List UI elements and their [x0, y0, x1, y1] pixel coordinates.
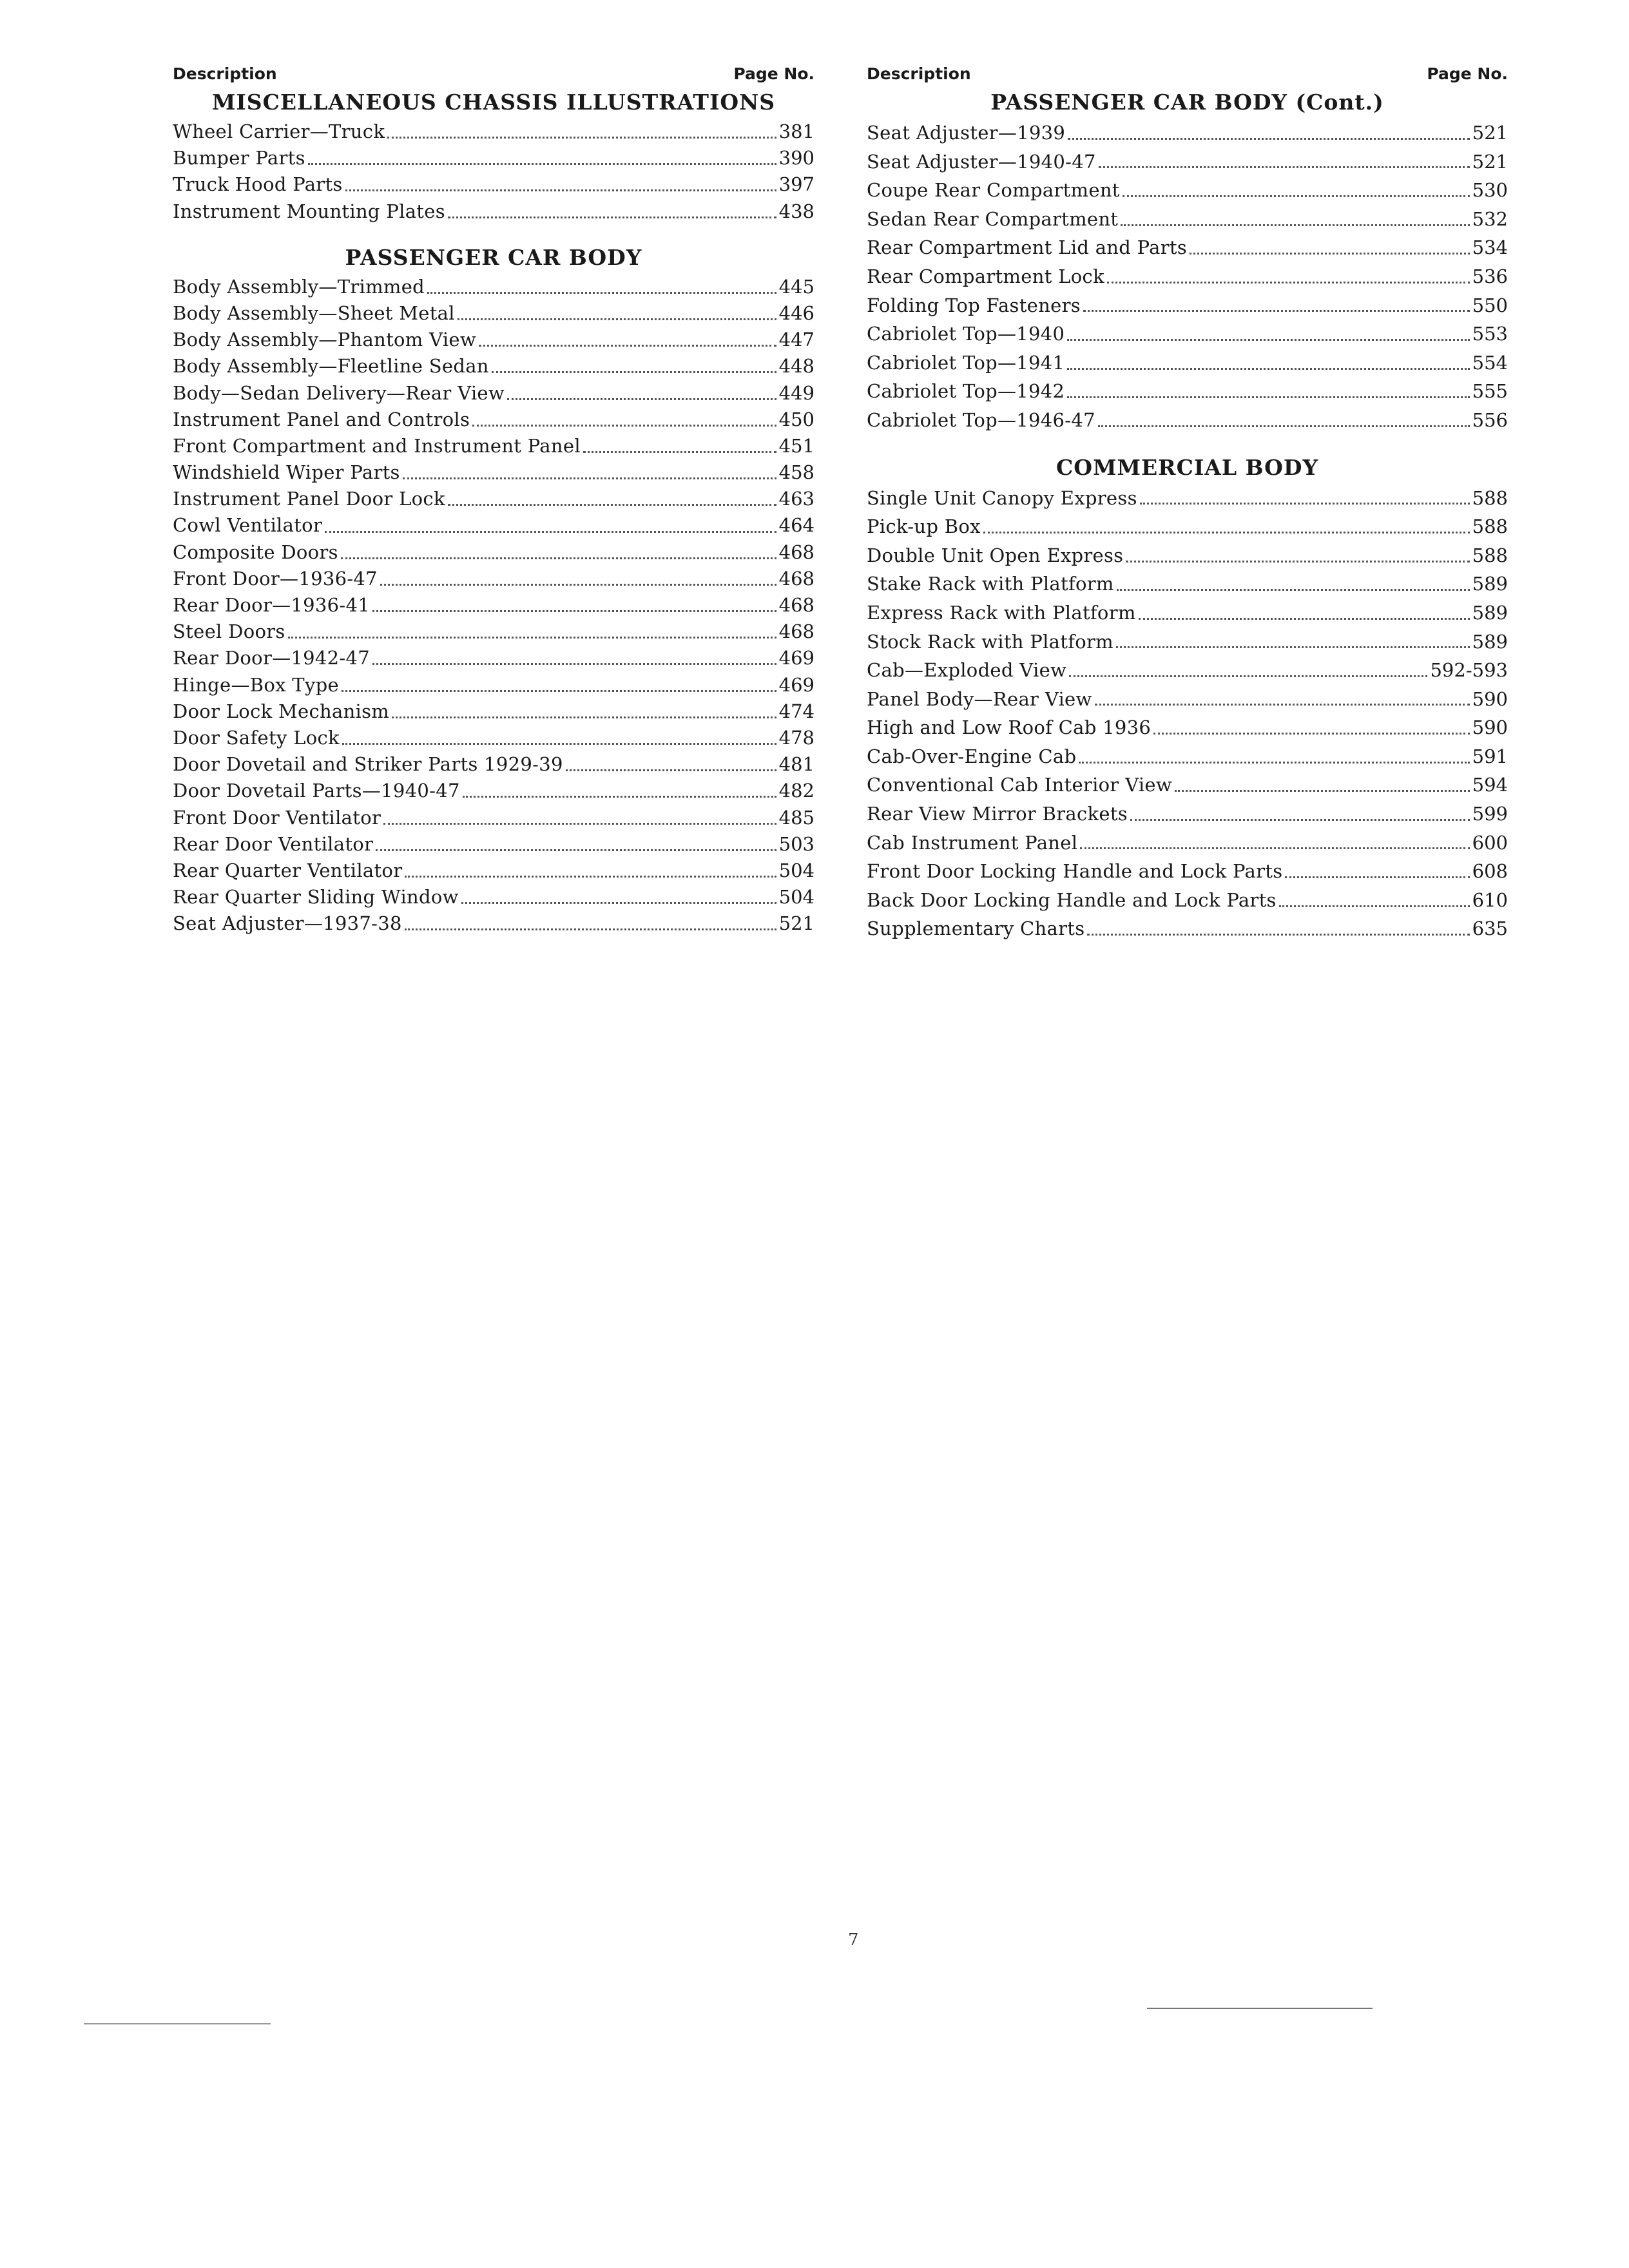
entry-page-number: 635 — [1472, 918, 1508, 940]
dot-leader — [427, 292, 776, 294]
toc-entry — [867, 176, 1508, 205]
entry-page-number: 590 — [1472, 716, 1508, 739]
dot-leader — [1153, 733, 1470, 735]
section-title: PASSENGER CAR BODY (Cont.) — [990, 90, 1384, 115]
toc-entry — [867, 291, 1508, 320]
dot-leader — [392, 716, 776, 718]
toc-entry — [867, 377, 1508, 406]
toc-entry — [173, 805, 815, 831]
entry-page-number: 469 — [778, 647, 815, 669]
entry-description: Coupe Rear Compartment — [867, 179, 1120, 202]
entry-page-number: 468 — [778, 620, 815, 643]
entry-page-number: 450 — [778, 408, 815, 430]
entry-page-number: 591 — [1472, 745, 1508, 767]
dot-leader — [472, 425, 776, 427]
toc-entry — [173, 274, 815, 300]
dot-leader — [1098, 425, 1470, 427]
entry-description: Door Lock Mechanism — [173, 700, 390, 722]
entry-description: Conventional Cab Interior View — [867, 774, 1172, 796]
toc-entry — [867, 886, 1508, 915]
left-column — [173, 62, 815, 937]
dot-leader — [405, 876, 776, 878]
entry-page-number: 445 — [778, 275, 815, 298]
entry-page-number: 553 — [1472, 323, 1508, 345]
dot-leader — [983, 532, 1470, 533]
toc-entry — [867, 771, 1508, 800]
toc-entry — [867, 599, 1508, 628]
entry-page-number: 478 — [778, 726, 815, 749]
entry-description: Front Door Locking Handle and Lock Parts — [867, 860, 1283, 883]
dot-leader — [1140, 503, 1470, 505]
entry-page-number: 594 — [1472, 774, 1508, 796]
entry-description: Double Unit Open Express — [867, 544, 1124, 566]
dot-leader — [566, 769, 776, 771]
toc-entry — [867, 800, 1508, 829]
toc-entry — [867, 656, 1508, 685]
page-number-label: Page No. — [733, 64, 815, 83]
dot-leader — [1083, 310, 1470, 312]
entry-page-number: 448 — [778, 355, 815, 378]
entry-page-number: 438 — [778, 200, 815, 222]
entry-description: Cowl Ventilator — [173, 514, 323, 537]
section-list — [867, 86, 1508, 943]
page-folio: 7 — [848, 1930, 859, 1950]
entry-page-number: 446 — [778, 302, 815, 324]
dot-leader — [1107, 282, 1470, 284]
dot-leader — [479, 345, 776, 347]
toc-entry — [173, 459, 815, 486]
description-label: Description — [867, 64, 971, 83]
entry-description: Instrument Panel Door Lock — [173, 488, 445, 510]
dot-leader — [463, 796, 776, 798]
entry-page-number: 503 — [778, 832, 815, 855]
entry-page-number: 397 — [778, 173, 815, 196]
entry-page-number: 468 — [778, 541, 815, 563]
entry-description: Truck Hood Parts — [173, 173, 343, 196]
scan-artifact-line — [1147, 2008, 1373, 2009]
entry-description: Steel Doors — [173, 620, 285, 643]
entry-description: Seat Adjuster—1939 — [867, 122, 1066, 144]
entry-description: Back Door Locking Handle and Lock Parts — [867, 889, 1277, 911]
toc-entry — [173, 119, 815, 145]
entry-page-number: 504 — [778, 886, 815, 908]
dot-leader — [1087, 934, 1469, 936]
dot-leader — [448, 504, 776, 506]
section-title: MISCELLANEOUS CHASSIS ILLUSTRATIONS — [211, 90, 776, 115]
dot-leader — [1068, 138, 1470, 140]
entry-page-number: 600 — [1472, 831, 1508, 854]
toc-entry — [173, 619, 815, 645]
entry-description: Folding Top Fasteners — [867, 294, 1081, 316]
toc-entry — [173, 486, 815, 512]
toc-entry — [867, 713, 1508, 742]
toc-entry — [173, 884, 815, 910]
dot-leader — [1079, 762, 1469, 764]
dot-leader — [1099, 166, 1470, 168]
dot-leader — [325, 531, 776, 533]
dot-leader — [492, 371, 776, 373]
toc-entry — [173, 171, 815, 198]
entry-description: Wheel Carrier—Truck — [173, 120, 385, 142]
entry-page-number: 469 — [778, 673, 815, 696]
toc-entry — [867, 484, 1508, 513]
toc-entry — [173, 327, 815, 353]
entry-description: Body Assembly—Phantom View — [173, 329, 477, 351]
entry-page-number: 588 — [1472, 544, 1508, 566]
toc-entry — [867, 541, 1508, 570]
entry-page-number: 592-593 — [1430, 659, 1508, 682]
dot-leader — [1117, 589, 1470, 591]
entry-description: Rear Quarter Ventilator — [173, 859, 403, 881]
column-header — [867, 62, 1508, 86]
entry-page-number: 589 — [1472, 630, 1508, 653]
toc-entry — [173, 831, 815, 858]
entry-description: High and Low Roof Cab 1936 — [867, 716, 1152, 739]
entry-description: Seat Adjuster—1940-47 — [867, 150, 1096, 173]
dot-leader — [461, 902, 776, 904]
entry-page-number: 521 — [778, 912, 815, 935]
entry-description: Front Compartment and Instrument Panel — [173, 434, 581, 457]
dot-leader — [458, 318, 776, 320]
entry-description: Body Assembly—Sheet Metal — [173, 302, 455, 324]
entry-page-number: 464 — [778, 514, 815, 537]
entry-description: Door Dovetail and Striker Parts 1929-39 — [173, 753, 563, 776]
dot-leader — [1139, 618, 1470, 620]
entry-description: Express Rack with Platform — [867, 601, 1136, 624]
dot-leader — [383, 823, 776, 825]
entry-description: Rear Compartment Lid and Parts — [867, 236, 1188, 259]
toc-entry — [173, 751, 815, 778]
dot-leader — [1095, 704, 1470, 706]
entry-description: Rear Door—1942-47 — [173, 647, 371, 669]
entry-page-number: 449 — [778, 381, 815, 404]
dot-leader — [345, 189, 776, 191]
entry-description: Stake Rack with Platform — [867, 573, 1114, 595]
entry-page-number: 556 — [1472, 408, 1508, 431]
entry-page-number: 521 — [1472, 150, 1508, 173]
entry-description: Door Dovetail Parts—1940-47 — [173, 780, 460, 802]
toc-entry — [867, 742, 1508, 771]
entry-page-number: 589 — [1472, 573, 1508, 595]
dot-leader — [1121, 224, 1469, 226]
dot-leader — [342, 743, 776, 745]
dot-leader — [1285, 876, 1469, 878]
dot-leader — [288, 637, 776, 639]
entry-description: Rear Door Ventilator — [173, 832, 374, 855]
dot-leader — [1123, 195, 1470, 197]
entry-page-number: 608 — [1472, 860, 1508, 883]
toc-entry — [173, 539, 815, 566]
entry-description: Body—Sedan Delivery—Rear View — [173, 381, 505, 404]
dot-leader — [583, 451, 776, 453]
toc-entry — [173, 433, 815, 459]
entry-page-number: 381 — [778, 120, 815, 142]
entry-page-number: 474 — [778, 700, 815, 722]
entry-description: Door Safety Lock — [173, 726, 340, 749]
dot-leader — [1116, 646, 1470, 648]
toc-entry — [173, 407, 815, 433]
entry-page-number: 458 — [778, 461, 815, 484]
entry-page-number: 451 — [778, 434, 815, 457]
toc-entry — [173, 300, 815, 327]
dot-leader — [448, 216, 776, 218]
dot-leader — [1067, 339, 1469, 341]
column-header — [173, 62, 815, 86]
entry-description: Cabriolet Top—1940 — [867, 323, 1065, 345]
toc-entry — [867, 512, 1508, 541]
entry-page-number: 554 — [1472, 351, 1508, 374]
toc-entry — [173, 380, 815, 407]
toc-entry — [867, 829, 1508, 858]
page-number-label: Page No. — [1427, 64, 1508, 83]
section-title: PASSENGER CAR BODY — [345, 244, 642, 270]
toc-entry — [867, 685, 1508, 714]
entry-description: Seat Adjuster—1937-38 — [173, 912, 402, 935]
dot-leader — [1126, 561, 1469, 562]
entry-description: Cabriolet Top—1942 — [867, 380, 1065, 403]
entry-page-number: 521 — [1472, 122, 1508, 144]
entry-description: Hinge—Box Type — [173, 673, 339, 696]
entry-description: Stock Rack with Platform — [867, 630, 1113, 653]
entry-description: Body Assembly—Trimmed — [173, 275, 425, 298]
toc-entry — [173, 672, 815, 698]
entry-description: Rear Door—1936-41 — [173, 594, 371, 616]
entry-description: Front Door—1936-47 — [173, 567, 378, 590]
entry-description: Cab Instrument Panel — [867, 831, 1078, 854]
toc-entry — [173, 698, 815, 725]
section-title: COMMERCIAL BODY — [1055, 454, 1319, 480]
entry-description: Cab-Over-Engine Cab — [867, 745, 1077, 767]
toc-entry — [173, 592, 815, 619]
entry-description: Bumper Parts — [173, 147, 305, 169]
entry-description: Instrument Panel and Controls — [173, 408, 470, 430]
toc-entry — [867, 233, 1508, 262]
entry-page-number: 589 — [1472, 601, 1508, 624]
toc-entry — [867, 320, 1508, 349]
entry-page-number: 590 — [1472, 687, 1508, 710]
dot-leader — [372, 610, 776, 612]
dot-leader — [405, 928, 776, 930]
entry-page-number: 530 — [1472, 179, 1508, 202]
entry-description: Front Door Ventilator — [173, 806, 381, 829]
entry-page-number: 532 — [1472, 207, 1508, 230]
entry-description: Composite Doors — [173, 541, 338, 563]
toc-entry — [173, 198, 815, 225]
dot-leader — [1080, 847, 1469, 849]
toc-entry — [173, 145, 815, 171]
entry-page-number: 447 — [778, 329, 815, 351]
toc-entry — [867, 570, 1508, 599]
entry-page-number: 468 — [778, 567, 815, 590]
entry-description: Instrument Mounting Plates — [173, 200, 445, 222]
toc-entry — [867, 148, 1508, 177]
entry-page-number: 599 — [1472, 803, 1508, 825]
toc-entry — [867, 628, 1508, 657]
entry-description: Sedan Rear Compartment — [867, 207, 1119, 230]
toc-entry — [867, 914, 1508, 943]
dot-leader — [1175, 790, 1470, 792]
dot-leader — [1067, 368, 1469, 370]
entry-page-number: 468 — [778, 594, 815, 616]
entry-description: Cabriolet Top—1941 — [867, 351, 1065, 374]
toc-entry — [173, 910, 815, 937]
dot-leader — [1190, 253, 1470, 255]
entry-page-number: 481 — [778, 753, 815, 776]
dot-leader — [1279, 905, 1470, 907]
toc-entry — [173, 566, 815, 592]
dot-leader — [372, 663, 776, 665]
dot-leader — [1067, 396, 1469, 398]
toc-entry — [173, 778, 815, 804]
toc-entry — [867, 349, 1508, 378]
entry-description: Single Unit Canopy Express — [867, 486, 1137, 509]
description-label: Description — [173, 64, 277, 83]
entry-page-number: 463 — [778, 488, 815, 510]
dot-leader — [1130, 819, 1470, 821]
entry-description: Rear Compartment Lock — [867, 265, 1104, 287]
toc-entry — [867, 119, 1508, 148]
scan-artifact-line — [84, 2023, 271, 2024]
entry-page-number: 610 — [1472, 889, 1508, 911]
dot-leader — [341, 557, 776, 559]
entry-page-number: 555 — [1472, 380, 1508, 403]
dot-leader — [403, 477, 776, 479]
right-column — [867, 62, 1508, 943]
toc-entry — [173, 512, 815, 539]
entry-page-number: 504 — [778, 859, 815, 881]
dot-leader — [308, 163, 776, 165]
toc-entry — [867, 262, 1508, 291]
entry-description: Body Assembly—Fleetline Sedan — [173, 355, 489, 378]
entry-description: Pick-up Box — [867, 515, 981, 538]
entry-page-number: 482 — [778, 780, 815, 802]
dot-leader — [507, 398, 776, 400]
entry-description: Windshield Wiper Parts — [173, 461, 400, 484]
dot-leader — [380, 584, 776, 586]
entry-page-number: 588 — [1472, 486, 1508, 509]
dot-leader — [387, 137, 776, 139]
entry-page-number: 536 — [1472, 265, 1508, 287]
entry-description: Cab—Exploded View — [867, 659, 1067, 682]
entry-description: Rear View Mirror Brackets — [867, 803, 1128, 825]
toc-entry — [867, 406, 1508, 435]
toc-entry — [867, 205, 1508, 234]
entry-page-number: 550 — [1472, 294, 1508, 316]
entry-description: Supplementary Charts — [867, 918, 1085, 940]
dot-leader — [1069, 675, 1427, 677]
entry-page-number: 485 — [778, 806, 815, 829]
entry-description: Rear Quarter Sliding Window — [173, 886, 459, 908]
toc-entry — [867, 857, 1508, 886]
dot-leader — [376, 849, 776, 851]
entry-page-number: 390 — [778, 147, 815, 169]
toc-entry — [173, 725, 815, 751]
entry-page-number: 534 — [1472, 236, 1508, 259]
section-list — [173, 86, 815, 937]
toc-entry — [173, 353, 815, 380]
toc-entry — [173, 645, 815, 671]
entry-description: Panel Body—Rear View — [867, 687, 1092, 710]
toc-entry — [173, 858, 815, 884]
dot-leader — [342, 690, 776, 692]
entry-description: Cabriolet Top—1946-47 — [867, 408, 1095, 431]
entry-page-number: 588 — [1472, 515, 1508, 538]
